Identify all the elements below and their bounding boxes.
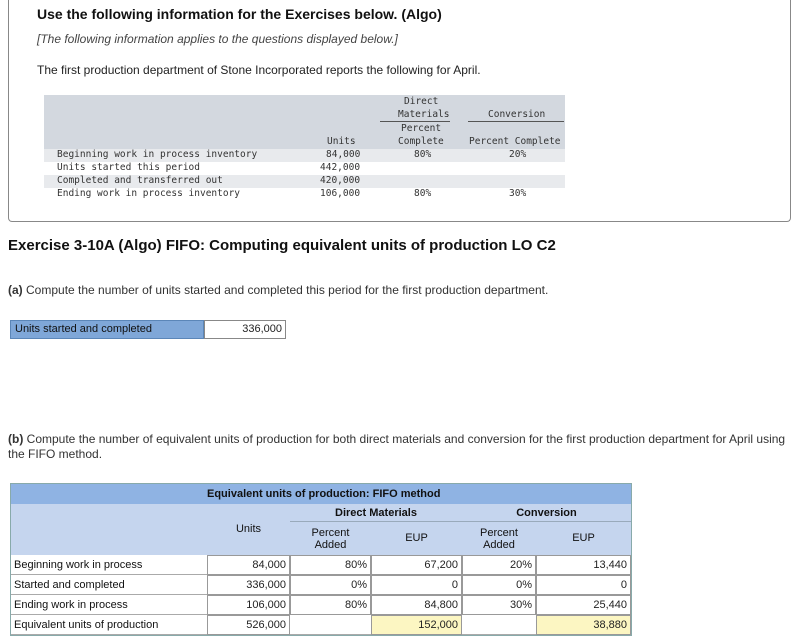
info-title: Use the following information for the Exercises below. (Algo) <box>37 6 442 22</box>
table-caption-bar <box>11 484 631 504</box>
direct-materials-header: Direct Materials <box>290 504 462 522</box>
part-b-question <box>8 432 798 462</box>
table-row-label-total: Equivalent units of production <box>11 615 207 635</box>
table-row-label: Beginning work in process <box>11 555 207 575</box>
units-started-completed-input[interactable]: 336,000 <box>204 320 286 339</box>
dm-percent-cell[interactable]: 80% <box>290 555 371 575</box>
conv-eup-header: EUP <box>536 522 631 555</box>
dm-percent-total-blank <box>290 615 371 635</box>
table-row-label: Ending work in process <box>11 595 207 615</box>
conversion-header: Conversion <box>462 504 631 522</box>
dm-percent-added-header <box>290 522 371 555</box>
table-caption: Equivalent units of production: FIFO method <box>207 488 441 500</box>
part-b-text: Compute the number of equivalent units of production for both direct materials and conversion for the first production department for April using the FIFO method. <box>8 432 786 461</box>
conv-percent-total-blank <box>462 615 536 635</box>
dm-header-line2: Materials <box>398 109 450 120</box>
conv-percent-cell[interactable]: 0% <box>462 575 536 595</box>
conv-percent-added-line1: Percent <box>480 527 518 539</box>
conv-percent-added-header <box>462 522 536 555</box>
given-row-dm: 80% <box>414 149 432 160</box>
dm-eup-total-cell: 152,000 <box>371 615 462 635</box>
conversion-header-underline <box>468 121 564 122</box>
equivalent-units-table <box>10 483 632 636</box>
row-label-header <box>11 504 207 555</box>
conv-eup-cell[interactable]: 25,440 <box>536 595 631 615</box>
part-a-question <box>8 283 548 297</box>
given-row-units: 106,000 <box>320 188 361 199</box>
dm-percent-cell[interactable]: 80% <box>290 595 371 615</box>
given-row-units: 420,000 <box>320 175 361 186</box>
dm-percent-added-line2: Added <box>314 539 347 551</box>
units-total-cell[interactable]: 526,000 <box>207 615 290 635</box>
units-cell[interactable]: 336,000 <box>207 575 290 595</box>
given-row-label: Completed and transferred out <box>57 175 223 186</box>
given-row-conv: 20% <box>509 149 527 160</box>
dm-percent-added-line1: Percent <box>311 527 350 539</box>
units-cell[interactable]: 106,000 <box>207 595 290 615</box>
given-row-units: 442,000 <box>320 162 361 173</box>
table-row-label: Started and completed <box>11 575 207 595</box>
conv-percent-added-line2: Added <box>483 539 515 551</box>
info-subtitle: [The following information applies to the questions displayed below.] <box>37 32 398 46</box>
exercise-title: Exercise 3-10A (Algo) FIFO: Computing equivalent units of production LO C2 <box>8 237 556 254</box>
given-row-label: Ending work in process inventory <box>57 188 241 199</box>
part-a-text: Compute the number of units started and completed this period for the first production department. <box>22 283 549 297</box>
dm-header-line1: Direct <box>404 96 439 107</box>
conv-percent-cell[interactable]: 30% <box>462 595 536 615</box>
dm-eup-cell[interactable]: 67,200 <box>371 555 462 575</box>
given-row-label: Beginning work in process inventory <box>57 149 258 160</box>
conv-percent-cell[interactable]: 20% <box>462 555 536 575</box>
given-row-units: 84,000 <box>326 149 361 160</box>
dm-eup-cell[interactable]: 0 <box>371 575 462 595</box>
conv-pct-header: Percent Complete <box>469 136 561 147</box>
conv-eup-total-cell: 38,880 <box>536 615 631 635</box>
dm-eup-header: EUP <box>371 522 462 555</box>
units-header: Units <box>327 136 356 147</box>
units-cell[interactable]: 84,000 <box>207 555 290 575</box>
given-row-conv: 30% <box>509 188 527 199</box>
conv-eup-cell[interactable]: 0 <box>536 575 631 595</box>
dm-eup-cell[interactable]: 84,800 <box>371 595 462 615</box>
conv-eup-cell[interactable]: 13,440 <box>536 555 631 575</box>
info-intro: The first production department of Stone Incorporated reports the following for April. <box>37 63 481 77</box>
part-a-label: (a) <box>8 283 23 297</box>
units-column-header: Units <box>207 504 290 555</box>
given-row-label: Units started this period <box>57 162 200 173</box>
dm-header-line4: Complete <box>398 136 444 147</box>
dm-percent-cell[interactable]: 0% <box>290 575 371 595</box>
dm-header-line3: Percent <box>401 123 442 134</box>
dm-header-underline <box>380 121 450 122</box>
units-started-completed-label: Units started and completed <box>10 320 204 339</box>
given-row-dm: 80% <box>414 188 432 199</box>
conversion-header: Conversion <box>488 109 546 120</box>
part-b-label: (b) <box>8 432 24 446</box>
